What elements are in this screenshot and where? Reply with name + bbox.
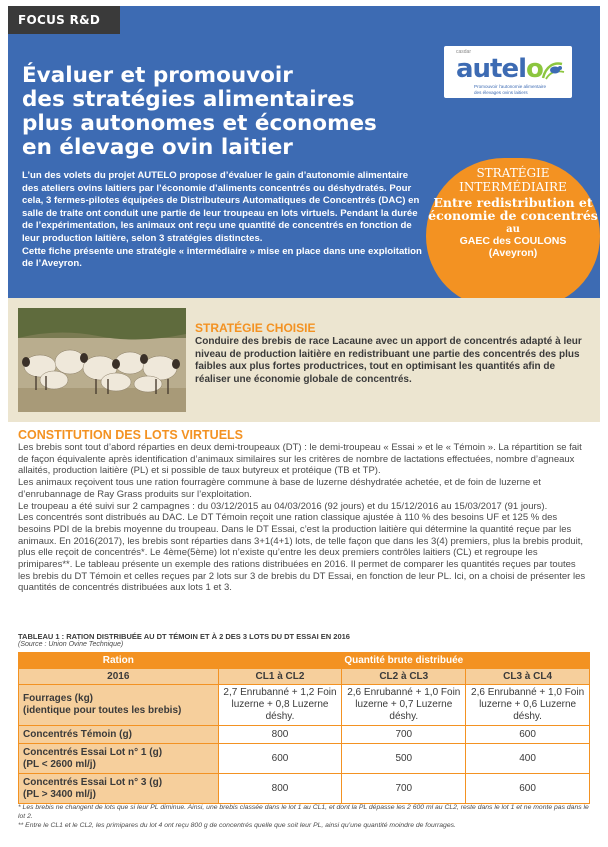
sheep-flock-image <box>18 308 186 412</box>
logo-brand-o: o <box>526 54 543 84</box>
footnotes <box>18 803 590 830</box>
strategy-heading: STRATÉGIE CHOISIE <box>195 321 316 335</box>
table-cell: 800 <box>218 774 342 804</box>
row-label <box>19 744 219 774</box>
header-band <box>8 6 600 298</box>
table-cell: 600 <box>466 774 590 804</box>
table-row <box>19 744 590 774</box>
focus-tag: FOCUS R&D <box>8 6 120 34</box>
header-period: CL2 à CL3 <box>342 669 466 685</box>
body-paragraph: Les concentrés sont distribués au DAC. Le DT Témoin reçoit une ration classique ajustée à 110 % des besoins UF et 125 % des besoins PDI de la brebis moyenne du troupeau. Dans le DT Essai, c’est la production laitière qui détermine la quantité reçue par les animaux. En 2016(2017), les brebis sont réparties dans 3+1(4+1) lots, de telle façon que dans les 3(4) premiers, plus la brebis produit, plus elle reçoit de concentrés*. Le 4ème(5ème) lot n’existe qu’entre les deux premiers contrôles laitiers (CL) et regroupe les primipares**. Le tableau présente un exemple des rations distribuées en 2016. Il permet de comparer les quantités reçues par toutes les brebis du DT Témoin et celles reçues par 2 lots sur 3 de brebis du DT Essai, en fonction de leur PL. Ici, on a choisi de présenter les quantités de concentrés distribuées aux lots 1 et 3. <box>18 512 586 594</box>
lots-body <box>18 442 590 594</box>
footnote: ** Entre le CL1 et le CL2, les primipares du lot 4 ont reçu 800 g de concentrés quelle que soit leur PL, ainsi qu’une quantité moindre de fourrages. <box>18 822 456 829</box>
cell-line: luzerne + 0,8 Luzerne déshy. <box>231 699 329 722</box>
intro <box>22 170 422 271</box>
table-row <box>19 774 590 804</box>
ration-table <box>18 652 590 804</box>
table-row <box>19 726 590 744</box>
table-cell: 700 <box>342 774 466 804</box>
table-cell: 600 <box>218 744 342 774</box>
cell-line: 2,6 Enrubanné + 1,0 Foin <box>471 687 585 698</box>
row-label-line: Concentrés Essai Lot n° 3 (g) <box>23 776 163 788</box>
title-line: en élevage ovin laitier <box>22 135 293 160</box>
title-line: Évaluer et promouvoir <box>22 63 293 88</box>
logo-brand <box>456 54 543 84</box>
strategy-section <box>8 298 600 422</box>
strategy-badge <box>426 158 600 308</box>
title-line: des stratégies alimentaires <box>22 87 355 112</box>
row-label-line: (identique pour toutes les brebis) <box>23 705 182 716</box>
table-cell: 700 <box>342 726 466 744</box>
header-period: CL1 à CL2 <box>218 669 342 685</box>
badge-place: GAEC des COULONS <box>459 235 567 247</box>
cell-line: 2,6 Enrubanné + 1,0 Foin <box>347 687 461 698</box>
intro-paragraph: L’un des volets du projet AUTELO propose d’évaluer le gain d’autonomie alimentaire des ateliers ovins laitiers par l’économie d’aliments concentrés ou déshydratés. Pour cela, 3 fermes-pilotes équipées de Distributeurs Automatiques de Concentrés (DAC) en salle de traite ont conduit une partie de leur troupeau en lots virtuels. Pendant la durée de l’expérimentation, les animaux ont reçu une quantité de concentrés en fonction de leur production laitière, selon 3 stratégies distinctes. <box>22 170 420 244</box>
footnote: * Les brebis ne changent de lots que si leur PL diminue. Ainsi, une brebis classée dans le lot 1 au CL1, et dont la PL dépasse les 2 600 ml au CL2, reste dans le lot 1 et ne monte pas dans le lot 2. <box>18 804 589 820</box>
table-row <box>19 685 590 726</box>
badge-subtitle: Entre redistribution et économie de concentrés <box>428 195 598 223</box>
table-cell <box>466 685 590 726</box>
table-header-row <box>19 653 590 669</box>
table-subheader-row <box>19 669 590 685</box>
body-paragraph: Le troupeau a été suivi sur 2 campagnes : du 03/12/2015 au 04/03/2016 (92 jours) et du 15/12/2016 au 15/03/2017 (91 jours). <box>18 500 548 512</box>
title-line: plus autonomes et économes <box>22 111 377 136</box>
table-source: (Source : Union Ovine Technique) <box>18 641 124 648</box>
table-caption: TABLEAU 1 : RATION DISTRIBUÉE AU DT TÉMOIN ET À 2 DES 3 LOTS DU DT ESSAI EN 2016 <box>18 632 350 641</box>
row-label-line: (PL > 3400 ml/j) <box>23 788 96 800</box>
strategy-text: Conduire des brebis de race Lacaune avec un apport de concentrés adapté à leur niveau de production laitière en redistribuant une partie des concentrés des plus faibles aux plus fortes productrices, tout en optimisant les quantités afin de réaliser une économie globale de concentrés. <box>195 336 582 385</box>
cell-line: 2,7 Enrubanné + 1,2 Foin <box>223 687 337 698</box>
row-label-line: Concentrés Essai Lot n° 1 (g) <box>23 746 163 758</box>
row-label <box>19 774 219 804</box>
intro-paragraph: Cette fiche présente une stratégie « intermédiaire » mise en place dans une exploitation de l’Aveyron. <box>22 245 422 270</box>
table-cell: 600 <box>466 726 590 744</box>
cell-line: luzerne + 0,6 Luzerne déshy. <box>479 699 577 722</box>
body-paragraph: Les animaux reçoivent tous une ration fourragère commune à base de luzerne déshydratée achetée, et de foin de luzerne et d’enrubannage de Ray Grass produits sur l’exploitation. <box>18 477 541 500</box>
lots-heading: CONSTITUTION DES LOTS VIRTUELS <box>18 428 244 442</box>
cell-line: luzerne + 0,7 Luzerne déshy. <box>355 699 453 722</box>
header-period: CL3 à CL4 <box>466 669 590 685</box>
row-label-line: (PL < 2600 ml/j) <box>23 758 96 770</box>
logo-small-text: casdar <box>456 49 472 55</box>
table-cell: 400 <box>466 744 590 774</box>
header-ration: Ration <box>19 653 219 669</box>
badge-title: STRATÉGIE INTERMÉDIAIRE <box>459 166 567 194</box>
badge-au: au <box>506 224 520 235</box>
table-cell: 500 <box>342 744 466 774</box>
page-title <box>22 64 442 160</box>
row-label <box>19 685 219 726</box>
row-label <box>19 726 219 744</box>
row-label-line: Fourrages (kg) <box>23 693 94 704</box>
badge-region: (Aveyron) <box>488 247 538 259</box>
autelo-logo <box>444 46 572 98</box>
page <box>8 6 600 841</box>
sheep-photo <box>18 308 186 412</box>
table-cell <box>342 685 466 726</box>
header-year: 2016 <box>19 669 219 685</box>
logo-tagline: Promouvoir l’autonomie alimentaire des élevages ovins laitiers <box>474 84 547 95</box>
body-paragraph: Les brebis sont tout d’abord réparties en deux demi-troupeaux (DT) : le demi-troupeau « Essai » et le « Témoin ». La répartition se fait de façon équivalente après identification d’animaux similaires sur les critères de nombre de lactations effectuées, nombre d’agneaux allaités, production laitière (PL) et si possible de taux butyreux et protéique (TB et TP). <box>18 442 582 477</box>
logo-brand-main: autel <box>456 54 527 84</box>
table-cell: 800 <box>218 726 342 744</box>
row-label-line: Concentrés Témoin (g) <box>23 728 132 740</box>
header-quantity: Quantité brute distribuée <box>218 653 589 669</box>
sheep-icon <box>540 58 566 82</box>
table-cell <box>218 685 342 726</box>
